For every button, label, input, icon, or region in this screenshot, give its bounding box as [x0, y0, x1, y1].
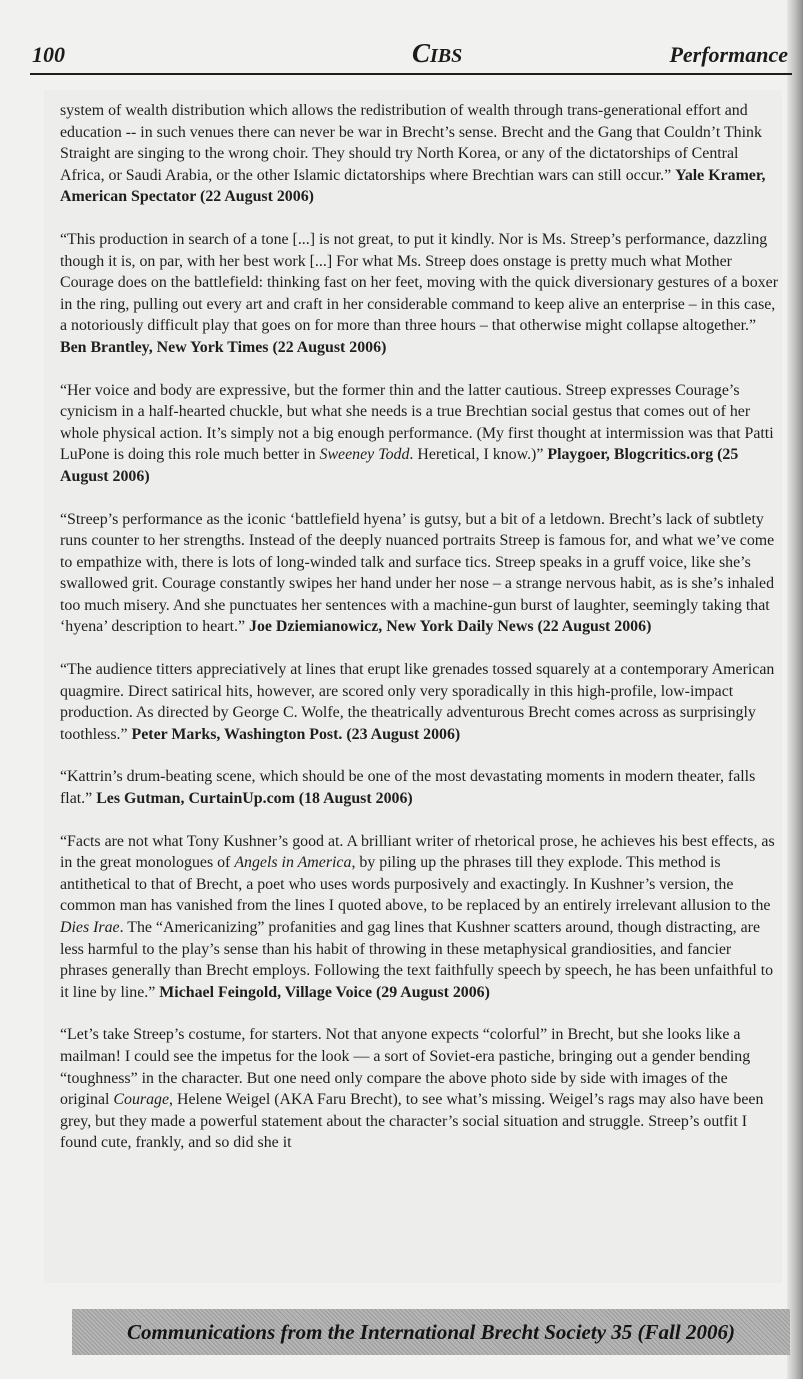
review-citation: Michael Feingold, Village Voice (29 August 2006) — [159, 983, 490, 1001]
review-citation: Yale Kramer, American Spectator (22 August 2006) — [60, 166, 766, 206]
journal-title-initial: C — [412, 38, 431, 68]
review-citation: Les Gutman, CurtainUp.com (18 August 2006) — [96, 790, 413, 808]
journal-title — [412, 38, 462, 69]
review-paragraph — [60, 766, 780, 809]
italic-title: Sweeney Todd — [319, 446, 410, 464]
italic-title: Courage — [113, 1091, 170, 1109]
review-paragraph — [60, 1024, 780, 1154]
footer-text: Communications from the International Brecht Society 35 (Fall 2006) — [127, 1319, 735, 1344]
quote-text: . Heretical, I know.)” — [409, 446, 548, 464]
review-paragraph — [60, 659, 780, 745]
quote-text: “This production in search of a tone [...] is not great, to put it kindly. Nor is Ms. Streep’s performance, dazzling though it is, on par, with her best work [...] For what Ms. Streep does onstage is pretty much what Mother Courage does on the battlefield: thinking fast on her feet, moving with the quick diversionary gestures of a boxer in the ring, pulling out every art and craft in her considerable command to keep alive an enterprise – in this case, a notoriously difficult play that goes on for more than three hours – that otherwise might collapse altogether.” — [60, 230, 778, 335]
quote-text: “Let’s take Streep’s costume, for starters. Not that anyone expects “colorful” in Brecht, but she looks like a mailman! I could see the impetus for the look — a sort of Soviet-era pastiche, bringing out a gender bending “toughness” in the character. But one need only compare the above photo side by side with images of the original — [60, 1026, 751, 1109]
quote-text: “Her voice and body are expressive, but the former thin and the latter cautious. Streep expresses Courage’s cynicism in a half-hearted chuckle, but what she needs is a true Brechtian social gestus that comes out of her whole physical action. It’s simply not a big enough performance. (My first thought at intermission was that Patti LuPone is doing this role much better in — [60, 381, 774, 464]
page-edge-shadow — [787, 0, 803, 1379]
page-number: 100 — [32, 42, 65, 67]
quote-text: “Streep’s performance as the iconic ‘battlefield hyena’ is gutsy, but a bit of a letdown. Brecht’s lack of subtlety runs counter to her strengths. Instead of the deeply nuanced portraits Streep is famous for, and what we’ve come to empathize with, there is lots of long-winded talk and surface tics. Streep speaks in a gruff voice, like she’s swallowed grit. Courage constantly swipes her hand under her nose – a strange nervous habit, as is she’s inhaled too much misery. And she punctuates her sentences with a machine-gun burst of laughter, seemingly taking that ‘hyena’ description to heart.” — [60, 510, 775, 636]
review-paragraph — [60, 229, 780, 359]
review-paragraph — [60, 380, 780, 488]
quote-text: , by piling up the phrases till they explode. This method is antithetical to that of Brecht, a poet who uses words purposively and exactingly. In Kushner’s version, the common man has vanished from the lines I quoted above, to be replaced by an entirely irrelevant allusion to the — [60, 854, 771, 915]
quote-text: “The audience titters appreciatively at lines that erupt like grenades tossed squarely at a contemporary American quagmire. Direct satirical hits, however, are scored only very sporadically in this high-profile, low-impact production. As directed by George C. Wolfe, the theatrically adventurous Brecht comes across as surprisingly toothless.” — [60, 661, 775, 743]
review-citation: Ben Brantley, New York Times (22 August 2006) — [60, 338, 387, 356]
quote-text: “Facts are not what Tony Kushner’s good at. A brilliant writer of rhetorical prose, he achieves his best effects, as in the great monologues of — [60, 832, 775, 872]
review-citation: Playgoer, Blogcritics.org (25 August 2006) — [60, 446, 739, 485]
quote-text: system of wealth distribution which allows the redistribution of wealth through trans-generational effort and education -- in such venues there can never be war in Brecht’s sense. Brecht and the Gang that Couldn’t Think Straight are singing to the wrong choir. They should try North Korea, or any of the dictatorships of Central Africa, or Saudi Arabia, or the other Islamic dictatorships where Brechtian wars can still occur.” — [60, 102, 762, 184]
review-citation: Peter Marks, Washington Post. (23 August 2006) — [131, 725, 461, 743]
header-rule — [30, 73, 792, 75]
italic-title: Dies Irae — [60, 919, 120, 936]
article-body — [60, 100, 780, 1175]
review-paragraph — [60, 831, 780, 1004]
review-citation: Joe Dziemianowicz, New York Daily News (22 August 2006) — [249, 618, 652, 636]
footer-banner — [72, 1309, 790, 1355]
quote-text: “Kattrin’s drum-beating scene, which should be one of the most devastating moments in modern theater, falls flat.” — [60, 768, 756, 808]
review-paragraph — [60, 509, 780, 639]
quote-text: . The “Americanizing” profanities and gag lines that Kushner scatters around, though distracting, are less harmful to the play’s sense than his habit of throwing in these metaphysical grandiosities, and fancier phrases generally than Brecht employs. Following the text faithfully speech by speech, he has been unfaithful to it line by line.” — [60, 919, 774, 1001]
section-title: Performance — [669, 42, 788, 67]
journal-title-rest: IBS — [430, 45, 463, 67]
running-header — [30, 38, 790, 72]
review-paragraph — [60, 100, 780, 208]
italic-title: Angels in America — [234, 854, 352, 872]
quote-text: , Helene Weigel (AKA Faru Brecht), to see what’s missing. Weigel’s rags may also have been grey, but they made a powerful statement about the character’s social situation and struggle. Streep’s outfit I found cute, frankly, and so did she it — [60, 1091, 764, 1152]
